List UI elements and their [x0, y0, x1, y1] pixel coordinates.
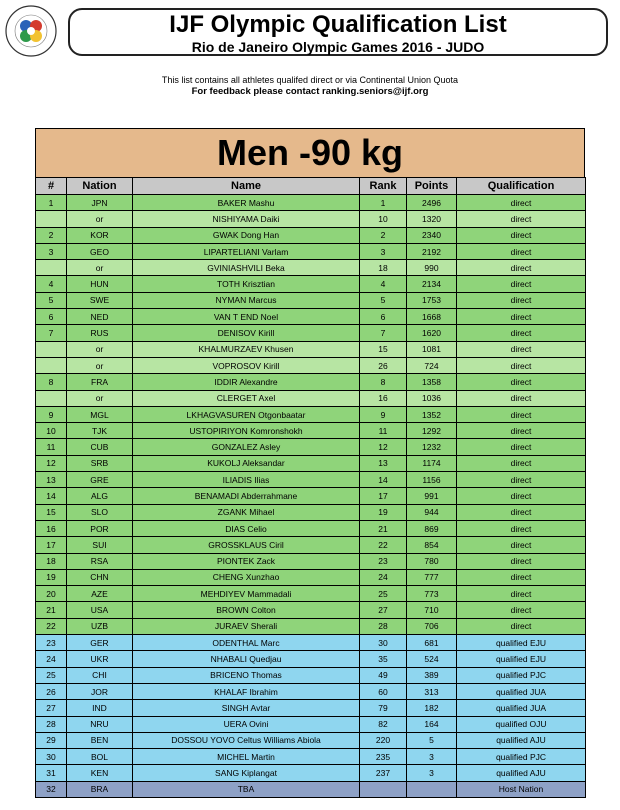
ijf-logo-icon: [5, 5, 57, 57]
nation-cell: or: [67, 260, 133, 276]
points-cell: 389: [407, 667, 457, 683]
athlete-name: TBA: [133, 781, 360, 797]
athlete-name: BAKER Mashu: [133, 195, 360, 211]
qualification-cell: qualified EJU: [457, 635, 586, 651]
athlete-name: GWAK Dong Han: [133, 227, 360, 243]
athlete-name: DOSSOU YOVO Celtus Williams Abiola: [133, 732, 360, 748]
row-number: 29: [36, 732, 67, 748]
row-number: 22: [36, 618, 67, 634]
nation-cell: or: [67, 211, 133, 227]
athlete-name: UERA Ovini: [133, 716, 360, 732]
nation-cell: ALG: [67, 488, 133, 504]
table-row: [36, 341, 586, 357]
qualification-cell: qualified JUA: [457, 700, 586, 716]
table-row: [36, 472, 586, 488]
table-row: [36, 195, 586, 211]
table-row: [36, 406, 586, 422]
rank-cell: 237: [360, 765, 407, 781]
column-header-points: Points: [407, 178, 457, 195]
row-number: 4: [36, 276, 67, 292]
qualification-cell: qualified EJU: [457, 651, 586, 667]
athlete-name: USTOPIRIYON Komronshokh: [133, 423, 360, 439]
points-cell: 991: [407, 488, 457, 504]
rank-cell: 23: [360, 553, 407, 569]
points-cell: 5: [407, 732, 457, 748]
row-number: 8: [36, 374, 67, 390]
qualification-cell: direct: [457, 569, 586, 585]
rank-cell: 60: [360, 683, 407, 699]
nation-cell: SUI: [67, 537, 133, 553]
table-row: [36, 276, 586, 292]
row-number: [36, 357, 67, 373]
points-cell: 2192: [407, 243, 457, 259]
row-number: 27: [36, 700, 67, 716]
nation-cell: SRB: [67, 455, 133, 471]
nation-cell: or: [67, 357, 133, 373]
nation-cell: MGL: [67, 406, 133, 422]
nation-cell: or: [67, 390, 133, 406]
rank-cell: 235: [360, 749, 407, 765]
table-row: [36, 732, 586, 748]
qualification-cell: direct: [457, 309, 586, 325]
nation-cell: SWE: [67, 292, 133, 308]
qualification-cell: direct: [457, 488, 586, 504]
athlete-name: KUKOLJ Aleksandar: [133, 455, 360, 471]
rank-cell: 15: [360, 341, 407, 357]
athlete-name: GROSSKLAUS Ciril: [133, 537, 360, 553]
table-row: [36, 537, 586, 553]
qualification-cell: direct: [457, 227, 586, 243]
points-cell: 524: [407, 651, 457, 667]
points-cell: 681: [407, 635, 457, 651]
points-cell: 182: [407, 700, 457, 716]
rank-cell: 24: [360, 569, 407, 585]
table-row: [36, 488, 586, 504]
row-number: 7: [36, 325, 67, 341]
table-row: [36, 423, 586, 439]
row-number: 32: [36, 781, 67, 797]
nation-cell: NED: [67, 309, 133, 325]
row-number: 13: [36, 472, 67, 488]
table-row: [36, 260, 586, 276]
row-number: 6: [36, 309, 67, 325]
rank-cell: 49: [360, 667, 407, 683]
row-number: 2: [36, 227, 67, 243]
table-row: [36, 700, 586, 716]
qualification-cell: qualified PJC: [457, 667, 586, 683]
qualification-cell: direct: [457, 537, 586, 553]
table-row: [36, 357, 586, 373]
qualification-cell: direct: [457, 325, 586, 341]
points-cell: 1358: [407, 374, 457, 390]
qualification-cell: Host Nation: [457, 781, 586, 797]
nation-cell: JOR: [67, 683, 133, 699]
athlete-name: IDDIR Alexandre: [133, 374, 360, 390]
nation-cell: UZB: [67, 618, 133, 634]
points-cell: 3: [407, 765, 457, 781]
points-cell: [407, 781, 457, 797]
qualification-cell: direct: [457, 472, 586, 488]
athlete-name: DENISOV Kirill: [133, 325, 360, 341]
column-header-qualification: Qualification: [457, 178, 586, 195]
rank-cell: 25: [360, 586, 407, 602]
rank-cell: 19: [360, 504, 407, 520]
qualification-cell: direct: [457, 195, 586, 211]
page-subtitle: Rio de Janeiro Olympic Games 2016 - JUDO: [191, 39, 485, 55]
row-number: 9: [36, 406, 67, 422]
nation-cell: RUS: [67, 325, 133, 341]
qualification-cell: direct: [457, 455, 586, 471]
table-row: [36, 602, 586, 618]
row-number: 15: [36, 504, 67, 520]
table-row: [36, 325, 586, 341]
points-cell: 313: [407, 683, 457, 699]
qualification-table-wrapper: [35, 128, 585, 798]
row-number: 18: [36, 553, 67, 569]
category-title: Men -90 kg: [35, 128, 585, 177]
rank-cell: 35: [360, 651, 407, 667]
table-row: [36, 683, 586, 699]
points-cell: 854: [407, 537, 457, 553]
table-row: [36, 586, 586, 602]
qualification-cell: direct: [457, 243, 586, 259]
points-cell: 780: [407, 553, 457, 569]
table-row: [36, 569, 586, 585]
athlete-name: BENAMADI Abderrahmane: [133, 488, 360, 504]
nation-cell: UKR: [67, 651, 133, 667]
athlete-name: TOTH Krisztian: [133, 276, 360, 292]
points-cell: 3: [407, 749, 457, 765]
athlete-name: KHALAF Ibrahim: [133, 683, 360, 699]
points-cell: 1232: [407, 439, 457, 455]
points-cell: 1036: [407, 390, 457, 406]
rank-cell: 1: [360, 195, 407, 211]
points-cell: 2496: [407, 195, 457, 211]
nation-cell: KEN: [67, 765, 133, 781]
nation-cell: TJK: [67, 423, 133, 439]
rank-cell: 17: [360, 488, 407, 504]
athlete-name: ODENTHAL Marc: [133, 635, 360, 651]
points-cell: 1156: [407, 472, 457, 488]
rank-cell: 30: [360, 635, 407, 651]
points-cell: 724: [407, 357, 457, 373]
points-cell: 1668: [407, 309, 457, 325]
row-number: 30: [36, 749, 67, 765]
qualification-cell: direct: [457, 341, 586, 357]
page-title: IJF Olympic Qualification List: [169, 11, 507, 38]
qualification-cell: direct: [457, 618, 586, 634]
rank-cell: 4: [360, 276, 407, 292]
table-row: [36, 309, 586, 325]
athlete-name: CLERGET Axel: [133, 390, 360, 406]
points-cell: 1753: [407, 292, 457, 308]
column-header-name: Name: [133, 178, 360, 195]
qualification-cell: qualified PJC: [457, 749, 586, 765]
points-cell: 1620: [407, 325, 457, 341]
nation-cell: CHI: [67, 667, 133, 683]
row-number: 11: [36, 439, 67, 455]
rank-cell: 26: [360, 357, 407, 373]
nation-cell: IND: [67, 700, 133, 716]
nation-cell: BEN: [67, 732, 133, 748]
table-row: [36, 667, 586, 683]
rank-cell: 18: [360, 260, 407, 276]
nation-cell: NRU: [67, 716, 133, 732]
qualification-cell: direct: [457, 357, 586, 373]
rank-cell: 11: [360, 423, 407, 439]
points-cell: 990: [407, 260, 457, 276]
table-row: [36, 292, 586, 308]
row-number: 3: [36, 243, 67, 259]
row-number: 26: [36, 683, 67, 699]
athlete-name: SANG Kiplangat: [133, 765, 360, 781]
athlete-name: VOPROSOV Kirill: [133, 357, 360, 373]
athlete-name: ZGANK Mihael: [133, 504, 360, 520]
rank-cell: 5: [360, 292, 407, 308]
rank-cell: [360, 781, 407, 797]
row-number: 21: [36, 602, 67, 618]
table-row: [36, 765, 586, 781]
rank-cell: 8: [360, 374, 407, 390]
athlete-name: DIAS Celio: [133, 520, 360, 536]
athlete-name: JURAEV Sherali: [133, 618, 360, 634]
points-cell: 1292: [407, 423, 457, 439]
row-number: [36, 390, 67, 406]
rank-cell: 28: [360, 618, 407, 634]
table-row: [36, 211, 586, 227]
nation-cell: SLO: [67, 504, 133, 520]
athlete-name: VAN T END Noel: [133, 309, 360, 325]
athlete-name: GVINIASHVILI Beka: [133, 260, 360, 276]
points-cell: 706: [407, 618, 457, 634]
qualification-cell: direct: [457, 276, 586, 292]
title-box: [68, 8, 608, 56]
athlete-name: LIPARTELIANI Varlam: [133, 243, 360, 259]
athlete-name: ILIADIS Ilias: [133, 472, 360, 488]
row-number: 24: [36, 651, 67, 667]
row-number: 1: [36, 195, 67, 211]
athlete-name: GONZALEZ Asley: [133, 439, 360, 455]
points-cell: 1320: [407, 211, 457, 227]
feedback-text: For feedback please contact ranking.seniors@ijf.org: [191, 86, 429, 97]
rank-cell: 27: [360, 602, 407, 618]
qualification-cell: direct: [457, 423, 586, 439]
rank-cell: 7: [360, 325, 407, 341]
athlete-name: SINGH Avtar: [133, 700, 360, 716]
table-row: [36, 651, 586, 667]
table-row: [36, 716, 586, 732]
athlete-name: NISHIYAMA Daiki: [133, 211, 360, 227]
rank-cell: 220: [360, 732, 407, 748]
info-text: This list contains all athletes qualifed direct or via Continental Union Quota: [161, 75, 459, 85]
athlete-name: BROWN Colton: [133, 602, 360, 618]
qualification-cell: direct: [457, 390, 586, 406]
rank-cell: 21: [360, 520, 407, 536]
rank-cell: 79: [360, 700, 407, 716]
table-header-row: [36, 178, 586, 195]
nation-cell: BRA: [67, 781, 133, 797]
nation-cell: AZE: [67, 586, 133, 602]
points-cell: 869: [407, 520, 457, 536]
athlete-name: NYMAN Marcus: [133, 292, 360, 308]
athlete-name: BRICENO Thomas: [133, 667, 360, 683]
qualification-cell: direct: [457, 406, 586, 422]
nation-cell: RSA: [67, 553, 133, 569]
points-cell: 1174: [407, 455, 457, 471]
qualification-cell: qualified OJU: [457, 716, 586, 732]
qualification-cell: qualified AJU: [457, 732, 586, 748]
table-row: [36, 390, 586, 406]
rank-cell: 13: [360, 455, 407, 471]
rank-cell: 82: [360, 716, 407, 732]
row-number: 25: [36, 667, 67, 683]
qualification-cell: direct: [457, 292, 586, 308]
athlete-name: MICHEL Martin: [133, 749, 360, 765]
row-number: 10: [36, 423, 67, 439]
nation-cell: CHN: [67, 569, 133, 585]
nation-cell: GER: [67, 635, 133, 651]
table-row: [36, 243, 586, 259]
qualification-table: [35, 177, 586, 798]
rank-cell: 3: [360, 243, 407, 259]
qualification-cell: direct: [457, 439, 586, 455]
points-cell: 164: [407, 716, 457, 732]
qualification-cell: direct: [457, 553, 586, 569]
table-row: [36, 553, 586, 569]
qualification-cell: direct: [457, 211, 586, 227]
table-row: [36, 374, 586, 390]
row-number: 31: [36, 765, 67, 781]
row-number: 5: [36, 292, 67, 308]
points-cell: 777: [407, 569, 457, 585]
table-row: [36, 635, 586, 651]
qualification-cell: direct: [457, 374, 586, 390]
rank-cell: 12: [360, 439, 407, 455]
row-number: 20: [36, 586, 67, 602]
nation-cell: FRA: [67, 374, 133, 390]
rank-cell: 10: [360, 211, 407, 227]
table-row: [36, 504, 586, 520]
nation-cell: KOR: [67, 227, 133, 243]
qualification-cell: direct: [457, 586, 586, 602]
nation-cell: BOL: [67, 749, 133, 765]
table-row: [36, 749, 586, 765]
column-header-nation: Nation: [67, 178, 133, 195]
points-cell: 710: [407, 602, 457, 618]
row-number: 23: [36, 635, 67, 651]
athlete-name: MEHDIYEV Mammadali: [133, 586, 360, 602]
row-number: 16: [36, 520, 67, 536]
points-cell: 944: [407, 504, 457, 520]
nation-cell: POR: [67, 520, 133, 536]
table-row: [36, 227, 586, 243]
qualification-cell: qualified JUA: [457, 683, 586, 699]
qualification-cell: direct: [457, 504, 586, 520]
qualification-cell: direct: [457, 602, 586, 618]
nation-cell: JPN: [67, 195, 133, 211]
athlete-name: PIONTEK Zack: [133, 553, 360, 569]
table-row: [36, 520, 586, 536]
table-row: [36, 455, 586, 471]
rank-cell: 22: [360, 537, 407, 553]
nation-cell: GRE: [67, 472, 133, 488]
rank-cell: 9: [360, 406, 407, 422]
row-number: 17: [36, 537, 67, 553]
points-cell: 2340: [407, 227, 457, 243]
row-number: 12: [36, 455, 67, 471]
column-header-num: #: [36, 178, 67, 195]
row-number: 14: [36, 488, 67, 504]
athlete-name: KHALMURZAEV Khusen: [133, 341, 360, 357]
table-row: [36, 439, 586, 455]
row-number: 28: [36, 716, 67, 732]
qualification-cell: qualified AJU: [457, 765, 586, 781]
rank-cell: 6: [360, 309, 407, 325]
column-header-rank: Rank: [360, 178, 407, 195]
qualification-cell: direct: [457, 260, 586, 276]
points-cell: 773: [407, 586, 457, 602]
points-cell: 2134: [407, 276, 457, 292]
nation-cell: CUB: [67, 439, 133, 455]
nation-cell: GEO: [67, 243, 133, 259]
row-number: [36, 341, 67, 357]
points-cell: 1081: [407, 341, 457, 357]
table-row: [36, 781, 586, 797]
athlete-name: LKHAGVASUREN Otgonbaatar: [133, 406, 360, 422]
qualification-cell: direct: [457, 520, 586, 536]
rank-cell: 14: [360, 472, 407, 488]
row-number: 19: [36, 569, 67, 585]
nation-cell: USA: [67, 602, 133, 618]
athlete-name: CHENG Xunzhao: [133, 569, 360, 585]
rank-cell: 2: [360, 227, 407, 243]
rank-cell: 16: [360, 390, 407, 406]
row-number: [36, 211, 67, 227]
athlete-name: NHABALI Quedjau: [133, 651, 360, 667]
points-cell: 1352: [407, 406, 457, 422]
table-row: [36, 618, 586, 634]
nation-cell: HUN: [67, 276, 133, 292]
nation-cell: or: [67, 341, 133, 357]
row-number: [36, 260, 67, 276]
